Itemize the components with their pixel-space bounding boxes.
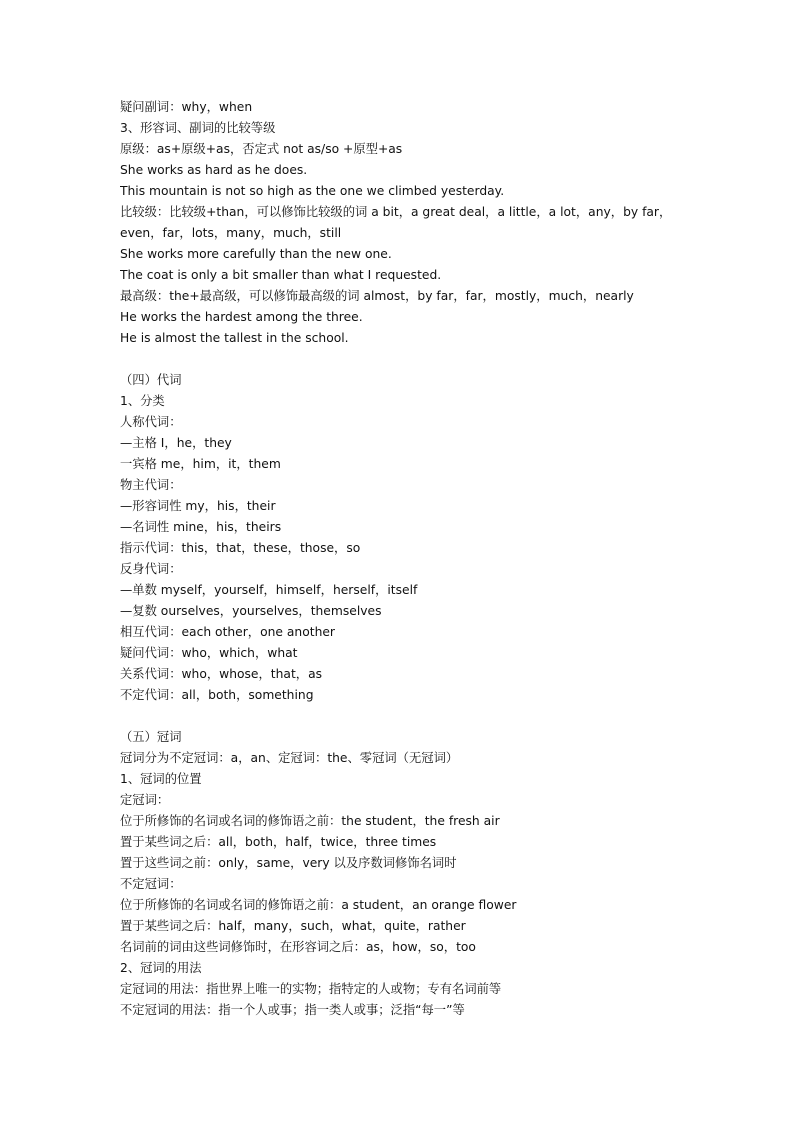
demonstrative-pronouns-line: 指示代词：this，that，these，those，so: [120, 541, 361, 555]
relative-pronouns-line: 关系代词：who，whose，that，as: [120, 667, 323, 681]
indefinite-pronouns-line: 不定代词：all，both，something: [120, 688, 314, 702]
indefinite-article-rule-1: 位于所修饰的名词或名词的修饰语之前：a student，an orange flower: [120, 898, 517, 912]
positive-degree-rule: 原级：as+原级+as，否定式 not as/so +原型+as: [120, 142, 403, 156]
superlative-example-1: He works the hardest among the three.: [120, 310, 363, 324]
article-usage-heading: 2、冠词的用法: [120, 961, 202, 975]
reciprocal-pronouns-line: 相互代词：each other，one another: [120, 625, 335, 639]
comparison-heading: 3、形容词、副词的比较等级: [120, 121, 276, 135]
possessive-pronouns-label: 物主代词：: [120, 478, 182, 492]
personal-pronouns-label: 人称代词：: [120, 415, 182, 429]
indefinite-article-rule-2: 置于某些词之后：half，many，such，what，quite，rather: [120, 919, 466, 933]
indefinite-article-rule-3: 名词前的词由这些词修饰时，在形容词之后：as，how，so，too: [120, 940, 476, 954]
section-spacer: [120, 706, 690, 727]
superlative-rule: 最高级：the+最高级，可以修饰最高级的词 almost，by far，far，mostly，much，nearly: [120, 289, 634, 303]
article-position-heading: 1、冠词的位置: [120, 772, 202, 786]
interrogative-adverbs-line: 疑问副词：why，when: [120, 100, 253, 114]
comparative-example-2: The coat is only a bit smaller than what I requested.: [120, 268, 442, 282]
section-spacer: [120, 349, 690, 370]
superlative-example-2: He is almost the tallest in the school.: [120, 331, 349, 345]
indefinite-article-usage: 不定冠词的用法：指一个人或事；指一类人或事；泛指“每一”等: [120, 1003, 465, 1017]
interrogative-pronouns-line: 疑问代词：who，which，what: [120, 646, 298, 660]
reflexive-singular-line: —单数 myself，yourself，himself，herself，itself: [120, 583, 418, 597]
document-body: [120, 97, 690, 1021]
reflexive-pronouns-label: 反身代词：: [120, 562, 182, 576]
comparative-rule-line-2: even，far，lots，many，much，still: [120, 226, 342, 240]
subjective-case-line: —主格 I，he，they: [120, 436, 232, 450]
pronouns-classification-heading: 1、分类: [120, 394, 165, 408]
definite-article-rule-3: 置于这些词之前：only，same，very 以及序数词修饰名词时: [120, 856, 457, 870]
indefinite-article-label: 不定冠词：: [120, 877, 182, 891]
nominal-possessive-line: —名词性 mine，his，theirs: [120, 520, 282, 534]
articles-heading: （五）冠词: [120, 730, 182, 744]
definite-article-label: 定冠词：: [120, 793, 170, 807]
definite-article-rule-2: 置于某些词之后：all，both，half，twice，three times: [120, 835, 437, 849]
comparative-rule-line-1: 比较级：比较级+than，可以修饰比较级的词 a bit，a great deal，a little，a lot，any，by far，: [120, 205, 672, 219]
comparative-example-1: She works more carefully than the new one.: [120, 247, 392, 261]
definite-article-usage: 定冠词的用法：指世界上唯一的实物；指特定的人或物；专有名词前等: [120, 982, 502, 996]
adjectival-possessive-line: —形容词性 my，his，their: [120, 499, 276, 513]
articles-intro: 冠词分为不定冠词：a，an、定冠词：the、零冠词（无冠词）: [120, 751, 459, 765]
reflexive-plural-line: —复数 ourselves，yourselves，themselves: [120, 604, 382, 618]
positive-example-2: This mountain is not so high as the one we climbed yesterday.: [120, 184, 505, 198]
pronouns-heading: （四）代词: [120, 373, 182, 387]
definite-article-rule-1: 位于所修饰的名词或名词的修饰语之前：the student，the fresh air: [120, 814, 500, 828]
positive-example-1: She works as hard as he does.: [120, 163, 308, 177]
objective-case-line: 一宾格 me，him，it，them: [120, 457, 281, 471]
